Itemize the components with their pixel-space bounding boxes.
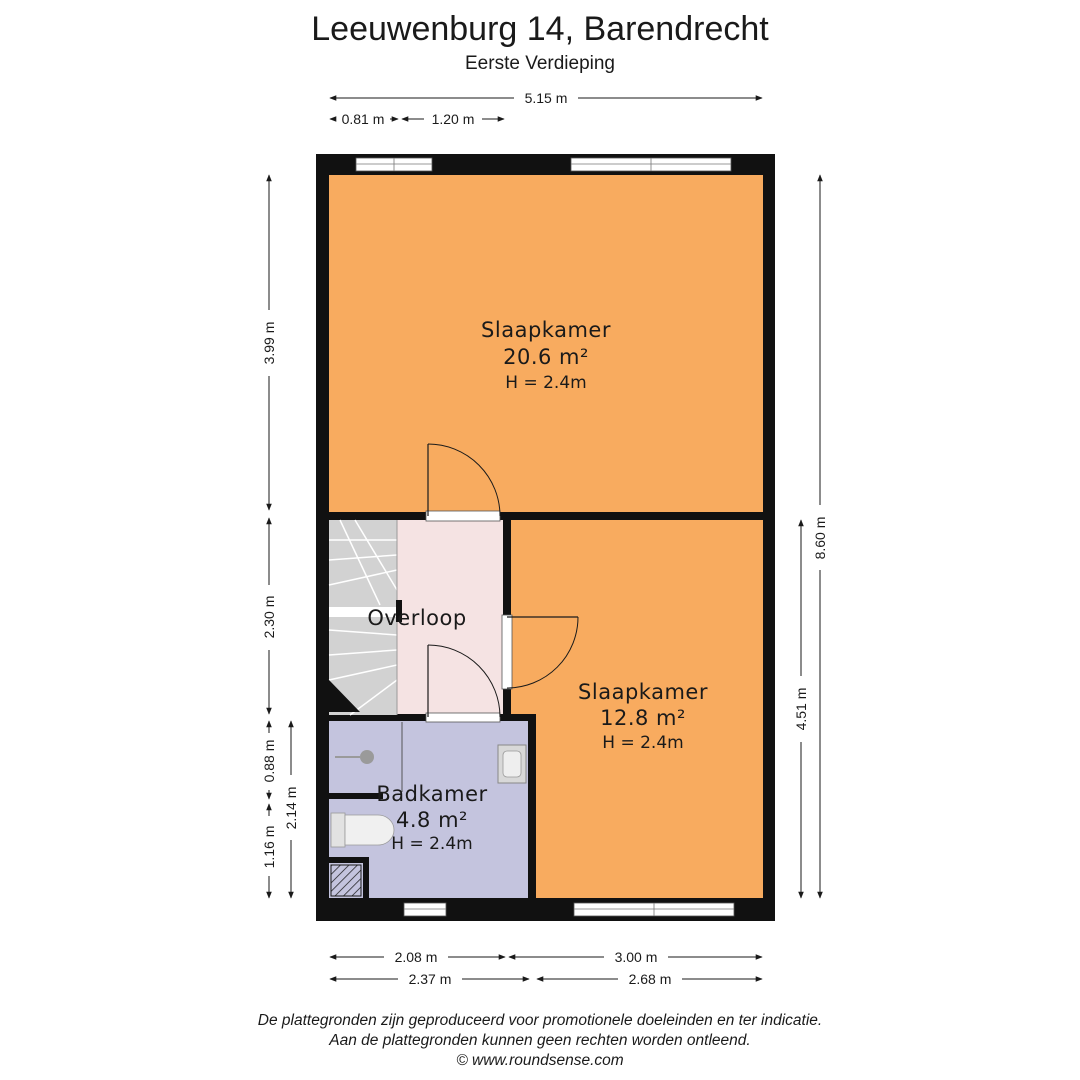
room-badkamer-height: H = 2.4m <box>391 834 473 854</box>
dimension-top-a-label: 0.81 m <box>341 111 385 127</box>
room-overloop-name: Overloop <box>367 606 467 630</box>
shaft-hatch <box>331 865 361 896</box>
dimension-top-b-label: 1.20 m <box>431 111 475 127</box>
dimension-left-3-label: 0.88 m <box>261 739 277 783</box>
wall-vertical-bath <box>528 714 536 904</box>
room-slaapkamer-1-name: Slaapkamer <box>481 318 611 342</box>
dimension-left-3 <box>261 721 277 799</box>
dimension-bottom-1a-label: 2.08 m <box>394 949 438 965</box>
wall-bath-shower <box>329 793 383 799</box>
dimension-bottom-2a <box>330 971 529 987</box>
wall-horizontal-upper <box>329 512 763 520</box>
dimension-bottom-1b-label: 3.00 m <box>614 949 658 965</box>
sink-icon <box>498 745 526 783</box>
dimension-left-outer <box>283 721 299 898</box>
window-top-right <box>571 158 731 171</box>
page-subtitle: Eerste Verdieping <box>465 53 615 74</box>
copyright-text: © www.roundsense.com <box>456 1052 624 1069</box>
window-bottom-right <box>574 903 734 916</box>
page-title: Leeuwenburg 14, Barendrecht <box>311 10 769 48</box>
room-slaapkamer-2-area: 12.8 m² <box>600 706 686 730</box>
dimension-bottom-2a-label: 2.37 m <box>408 971 452 987</box>
room-slaapkamer-1-area: 20.6 m² <box>503 345 589 369</box>
window-top-left <box>356 158 432 171</box>
toilet-icon <box>331 813 394 847</box>
room-slaapkamer-2-name: Slaapkamer <box>578 680 708 704</box>
room-slaapkamer-1-height: H = 2.4m <box>505 373 587 393</box>
dimension-top-b <box>402 111 504 127</box>
room-badkamer-name: Badkamer <box>376 782 488 806</box>
dimension-right-outer <box>812 175 828 898</box>
room-badkamer-area: 4.8 m² <box>396 808 468 832</box>
dimension-bottom-2b-label: 2.68 m <box>628 971 672 987</box>
disclaimer-line-1: De plattegronden zijn geproduceerd voor promotionele doeleinden en ter indicatie. <box>257 1012 823 1029</box>
dimension-bottom-1b <box>509 949 762 965</box>
dimension-top-total-label: 5.15 m <box>524 90 568 106</box>
dimension-left-4-label: 1.16 m <box>261 825 277 869</box>
window-bottom-left <box>404 903 446 916</box>
dimension-left-4 <box>261 804 277 898</box>
disclaimer-line-2: Aan de plattegronden kunnen geen rechten worden ontleend. <box>329 1032 751 1049</box>
dimension-left-1 <box>261 175 277 510</box>
dimension-left-2 <box>261 518 277 714</box>
room-slaapkamer-1 <box>329 175 763 513</box>
dimension-left-2-label: 2.30 m <box>261 595 277 639</box>
dimension-top-total <box>330 90 762 106</box>
dimension-right-inner-label: 4.51 m <box>793 687 809 731</box>
dimension-bottom-2b <box>537 971 762 987</box>
dimension-right-outer-label: 8.60 m <box>812 516 828 560</box>
dimension-right-inner <box>793 520 809 898</box>
dimension-left-outer-label: 2.14 m <box>283 786 299 830</box>
room-slaapkamer-2-height: H = 2.4m <box>602 733 684 753</box>
dimension-left-1-label: 3.99 m <box>261 321 277 365</box>
dimension-bottom-1a <box>330 949 505 965</box>
wall-bath-corner-v <box>363 857 369 898</box>
dimension-top-a <box>330 111 398 127</box>
